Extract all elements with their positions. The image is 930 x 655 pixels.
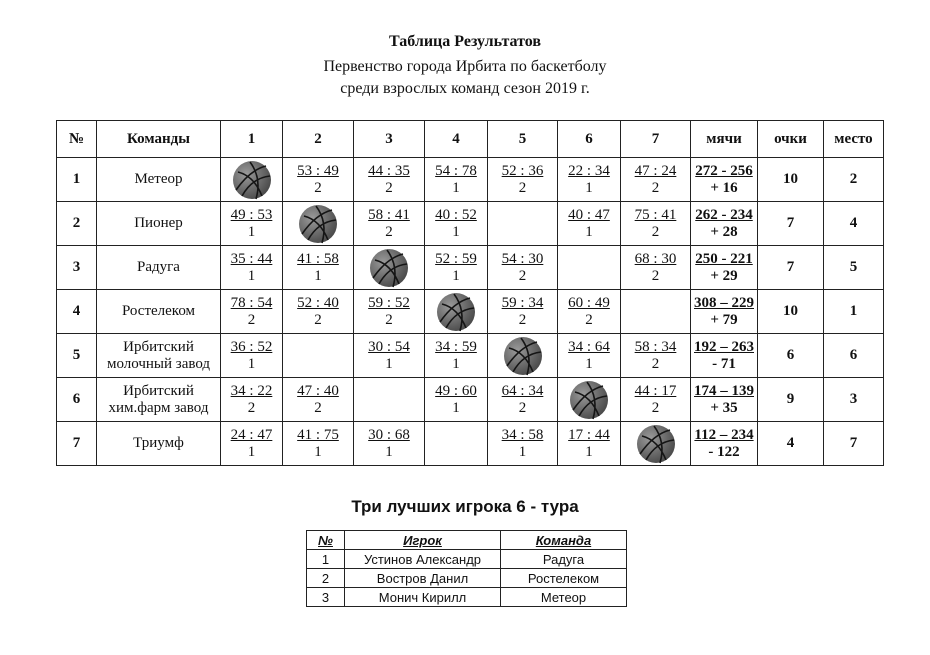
game-cell [488,158,558,202]
table-row [57,422,884,466]
team-name-line: Метеор [134,171,183,187]
balls-total: 112 – 234 [694,426,754,443]
basketball-icon [558,380,620,420]
game-score: 17 : 44 [568,426,610,443]
game-cell [221,290,283,334]
game-points: 2 [385,311,393,328]
game-score: 34 : 59 [435,338,477,355]
team-name [97,202,221,246]
balls-diff: + 28 [710,223,738,240]
basketball-icon [425,292,487,332]
game-score: 47 : 24 [634,162,677,179]
table-row [57,246,884,290]
points-cell: 6 [758,334,824,378]
game-points: 2 [518,399,527,416]
game-score: 30 : 54 [368,338,410,355]
game-cell [621,158,691,202]
game-score: 75 : 41 [634,206,677,223]
table-row [57,290,884,334]
team-name-line: Ирбитский [123,338,194,355]
column-header: 7 [621,121,691,158]
balls-diff: + 35 [710,399,738,416]
game-points: 2 [385,223,393,240]
game-cell [621,202,691,246]
game-points: 2 [314,311,322,328]
game-points: 1 [585,179,593,196]
game-score: 44 : 17 [634,382,677,399]
game-points: 1 [385,355,393,372]
game-cell [283,246,354,290]
table-row [57,202,884,246]
team-name [97,290,221,334]
game-score: 54 : 30 [501,250,544,267]
balls-cell [691,246,758,290]
team-name-line: Радуга [137,259,180,275]
game-cell [425,290,488,334]
game-cell [558,246,621,290]
team-name [97,158,221,202]
game-cell [354,378,425,422]
game-points: 2 [585,311,593,328]
table-row [57,378,884,422]
game-cell [558,290,621,334]
player-n: 3 [307,588,345,607]
game-cell [621,290,691,334]
player-n: 2 [307,569,345,588]
game-score: 52 : 36 [501,162,544,179]
game-score: 24 : 47 [230,426,273,443]
player-team: Ростелеком [501,569,627,588]
balls-total: 192 – 263 [694,338,754,355]
column-header: очки [758,121,824,158]
basketball-icon [221,160,282,200]
game-points: 1 [452,223,460,240]
balls-cell [691,334,758,378]
game-cell [488,202,558,246]
game-points: 1 [314,443,322,460]
player-name: Монич Кирилл [345,588,501,607]
row-number: 3 [57,246,97,290]
game-cell [425,334,488,378]
player-row [307,569,627,588]
team-name-line: Пионер [134,215,183,231]
game-cell [283,158,354,202]
player-name: Устинов Александр [345,550,501,569]
players-column-header: Игрок [345,531,501,550]
game-cell [221,378,283,422]
place-cell: 1 [824,290,884,334]
game-score: 58 : 34 [634,338,677,355]
game-cell [354,334,425,378]
game-points: 2 [651,179,660,196]
game-cell [221,334,283,378]
game-points: 2 [651,223,660,240]
team-name-line: молочный завод [106,355,211,372]
players-table [306,530,627,607]
game-cell [488,290,558,334]
game-cell [488,422,558,466]
game-points: 1 [452,267,460,284]
players-column-header: № [307,531,345,550]
game-points: 2 [518,267,527,284]
game-score: 58 : 41 [368,206,410,223]
balls-diff: - 122 [708,443,740,460]
balls-total: 272 - 256 [695,162,753,179]
game-score: 36 : 52 [230,338,273,355]
row-number: 7 [57,422,97,466]
points-cell: 4 [758,422,824,466]
balls-diff: + 79 [710,311,738,328]
points-cell: 7 [758,202,824,246]
game-cell [558,158,621,202]
column-header: Команды [97,121,221,158]
team-name [97,246,221,290]
game-cell [221,158,283,202]
column-header: 2 [283,121,354,158]
game-cell [425,202,488,246]
game-points: 1 [314,267,322,284]
game-score: 40 : 52 [435,206,477,223]
place-cell: 6 [824,334,884,378]
game-score: 41 : 75 [297,426,339,443]
balls-cell [691,158,758,202]
game-points: 2 [518,311,527,328]
game-points: 2 [651,355,660,372]
subtitle-line-2: среди взрослых команд сезон 2019 г. [340,80,590,97]
balls-total: 308 – 229 [694,294,754,311]
game-cell [221,422,283,466]
balls-cell [691,290,758,334]
game-cell [221,202,283,246]
points-cell: 10 [758,290,824,334]
game-cell [558,202,621,246]
column-header: № [57,121,97,158]
game-score: 34 : 22 [230,382,273,399]
game-cell [283,202,354,246]
basketball-icon [488,336,557,376]
team-name-line: Ростелеком [121,303,196,319]
game-cell [425,246,488,290]
game-points: 2 [314,399,322,416]
points-cell: 7 [758,246,824,290]
basketball-icon [283,204,353,244]
balls-total: 174 – 139 [694,382,754,399]
balls-cell [691,378,758,422]
balls-diff: - 71 [712,355,736,372]
game-score: 22 : 34 [568,162,610,179]
game-score: 68 : 30 [634,250,677,267]
game-score: 35 : 44 [230,250,273,267]
row-number: 2 [57,202,97,246]
table-row [57,334,884,378]
game-cell [354,158,425,202]
game-points: 2 [651,267,660,284]
game-points: 2 [385,179,393,196]
game-points: 1 [585,355,593,372]
player-n: 1 [307,550,345,569]
game-points: 2 [247,399,256,416]
game-cell [283,290,354,334]
row-number: 5 [57,334,97,378]
column-header: место [824,121,884,158]
row-number: 1 [57,158,97,202]
game-points: 1 [585,223,593,240]
game-cell [621,334,691,378]
game-score: 59 : 34 [501,294,544,311]
player-row [307,588,627,607]
column-header: 3 [354,121,425,158]
team-name-line: Триумф [133,435,184,451]
row-number: 6 [57,378,97,422]
page-title: Таблица Результатов [388,33,541,50]
place-cell: 5 [824,246,884,290]
game-points: 1 [518,443,527,460]
game-points: 1 [247,267,256,284]
place-cell: 4 [824,202,884,246]
game-points: 1 [452,179,460,196]
player-team: Метеор [501,588,627,607]
place-cell: 7 [824,422,884,466]
table-row [57,158,884,202]
player-name: Востров Данил [345,569,501,588]
game-score: 40 : 47 [568,206,610,223]
game-cell [488,334,558,378]
basketball-icon [621,424,690,464]
player-row [307,550,627,569]
game-score: 59 : 52 [368,294,410,311]
game-points: 1 [452,399,460,416]
game-cell [558,334,621,378]
players-title: Три лучших игрока 6 - тура [351,497,579,516]
game-cell [354,290,425,334]
points-cell: 9 [758,378,824,422]
game-points: 1 [247,443,256,460]
game-cell [621,246,691,290]
game-cell [221,246,283,290]
balls-total: 250 - 221 [695,250,753,267]
game-cell [488,378,558,422]
column-header: 6 [558,121,621,158]
game-score: 44 : 35 [368,162,410,179]
game-cell [283,422,354,466]
game-points: 2 [314,179,322,196]
game-points: 2 [651,399,660,416]
balls-cell [691,422,758,466]
game-points: 2 [518,179,527,196]
game-cell [425,158,488,202]
game-cell [354,202,425,246]
place-cell: 2 [824,158,884,202]
game-cell [425,422,488,466]
game-score: 53 : 49 [297,162,339,179]
game-points: 2 [247,311,256,328]
subtitle-line-1: Первенство города Ирбита по баскетболу [323,58,607,75]
row-number: 4 [57,290,97,334]
game-points: 1 [247,355,256,372]
game-score: 30 : 68 [368,426,410,443]
game-points: 1 [585,443,593,460]
game-points: 1 [385,443,393,460]
team-name-line: Ирбитский [123,382,194,399]
game-cell [354,246,425,290]
team-name [97,378,221,422]
game-score: 41 : 58 [297,250,339,267]
basketball-icon [354,248,424,288]
team-name [97,422,221,466]
team-name-line: хим.фарм завод [108,399,209,416]
game-score: 49 : 60 [435,382,477,399]
game-cell [558,378,621,422]
balls-diff: + 16 [710,179,738,196]
game-cell [621,378,691,422]
game-score: 54 : 78 [435,162,477,179]
results-table [56,120,884,466]
player-team: Радуга [501,550,627,569]
players-column-header: Команда [501,531,627,550]
place-cell: 3 [824,378,884,422]
game-cell [558,422,621,466]
game-score: 47 : 40 [297,382,339,399]
game-score: 52 : 59 [435,250,477,267]
team-name [97,334,221,378]
balls-total: 262 - 234 [695,206,753,223]
game-score: 64 : 34 [501,382,544,399]
game-score: 78 : 54 [230,294,273,311]
game-points: 1 [452,355,460,372]
column-header: 1 [221,121,283,158]
game-score: 49 : 53 [230,206,273,223]
game-cell [488,246,558,290]
game-cell [425,378,488,422]
game-points: 1 [247,223,256,240]
game-cell [283,334,354,378]
column-header: мячи [691,121,758,158]
column-header: 4 [425,121,488,158]
game-cell [283,378,354,422]
column-header: 5 [488,121,558,158]
balls-diff: + 29 [710,267,738,284]
balls-cell [691,202,758,246]
game-score: 34 : 64 [568,338,610,355]
game-cell [621,422,691,466]
game-score: 52 : 40 [297,294,339,311]
game-score: 60 : 49 [568,294,610,311]
game-score: 34 : 58 [501,426,544,443]
points-cell: 10 [758,158,824,202]
game-cell [354,422,425,466]
